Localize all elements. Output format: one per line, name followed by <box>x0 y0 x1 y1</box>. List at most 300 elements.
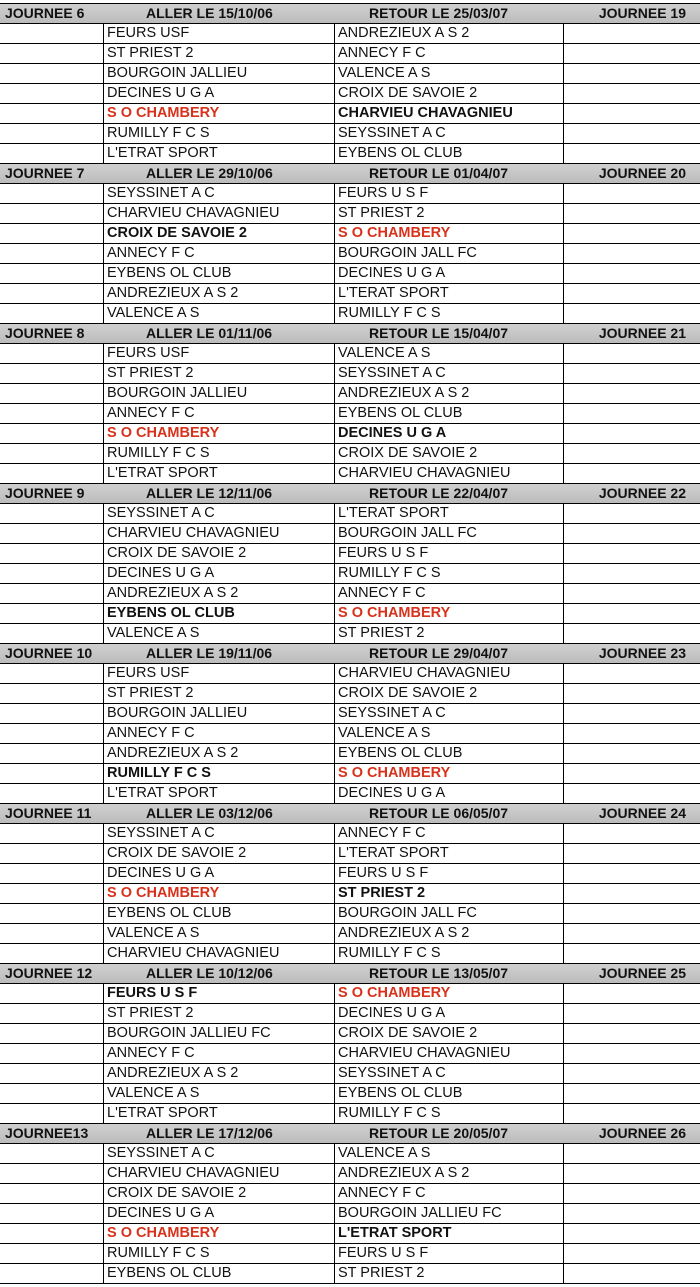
home-team: EYBENS OL CLUB <box>104 264 335 283</box>
match-row <box>0 124 700 144</box>
home-team: ST PRIEST 2 <box>104 1004 335 1023</box>
home-team: DECINES U G A <box>104 84 335 103</box>
blank-cell <box>564 244 700 263</box>
match-row <box>0 1184 700 1204</box>
journee-block <box>0 164 700 324</box>
blank-cell <box>0 1204 104 1223</box>
blank-cell <box>0 564 104 583</box>
blank-cell <box>0 24 104 43</box>
match-row <box>0 564 700 584</box>
journee-aller-label: JOURNEE 6 <box>5 5 85 21</box>
home-team: EYBENS OL CLUB <box>104 904 335 923</box>
away-team: EYBENS OL CLUB <box>335 144 564 163</box>
home-team: ANDREZIEUX A S 2 <box>104 744 335 763</box>
away-team: CROIX DE SAVOIE 2 <box>335 684 564 703</box>
blank-cell <box>564 1184 700 1203</box>
home-team: S O CHAMBERY <box>104 424 335 443</box>
blank-cell <box>564 1024 700 1043</box>
blank-cell <box>564 1204 700 1223</box>
retour-date: RETOUR LE 20/05/07 <box>369 1125 509 1141</box>
blank-cell <box>564 604 700 623</box>
blank-cell <box>0 664 104 683</box>
retour-date: RETOUR LE 25/03/07 <box>369 5 509 21</box>
match-row <box>0 384 700 404</box>
blank-cell <box>0 764 104 783</box>
home-team: CHARVIEU CHAVAGNIEU <box>104 1164 335 1183</box>
home-team: SEYSSINET A C <box>104 184 335 203</box>
home-team: DECINES U G A <box>104 1204 335 1223</box>
home-team: CHARVIEU CHAVAGNIEU <box>104 944 335 963</box>
away-team: EYBENS OL CLUB <box>335 404 564 423</box>
blank-cell <box>0 1244 104 1263</box>
away-team: ST PRIEST 2 <box>335 624 564 643</box>
blank-cell <box>564 624 700 643</box>
match-row <box>0 144 700 164</box>
away-team: ANNECY F C <box>335 44 564 63</box>
blank-cell <box>0 724 104 743</box>
blank-cell <box>0 1224 104 1243</box>
retour-date: RETOUR LE 29/04/07 <box>369 645 509 661</box>
home-team: CROIX DE SAVOIE 2 <box>104 224 335 243</box>
away-team: CHARVIEU CHAVAGNIEU <box>335 1044 564 1063</box>
match-row <box>0 684 700 704</box>
home-team: ST PRIEST 2 <box>104 44 335 63</box>
away-team: L'ETRAT SPORT <box>335 1224 564 1243</box>
aller-date: ALLER LE 15/10/06 <box>146 5 273 21</box>
retour-date: RETOUR LE 15/04/07 <box>369 325 509 341</box>
away-team: L'TERAT SPORT <box>335 284 564 303</box>
match-row <box>0 984 700 1004</box>
home-team: EYBENS OL CLUB <box>104 604 335 623</box>
blank-cell <box>564 184 700 203</box>
away-team: CHARVIEU CHAVAGNIEU <box>335 664 564 683</box>
away-team: SEYSSINET A C <box>335 704 564 723</box>
home-team: RUMILLY F C S <box>104 764 335 783</box>
home-team: CROIX DE SAVOIE 2 <box>104 544 335 563</box>
away-team: ANDREZIEUX A S 2 <box>335 924 564 943</box>
away-team: ANDREZIEUX A S 2 <box>335 384 564 403</box>
home-team: VALENCE A S <box>104 924 335 943</box>
blank-cell <box>0 784 104 803</box>
journee-aller-label: JOURNEE 11 <box>5 805 92 821</box>
match-row <box>0 344 700 364</box>
away-team: S O CHAMBERY <box>335 764 564 783</box>
home-team: ANNECY F C <box>104 1044 335 1063</box>
blank-cell <box>564 684 700 703</box>
home-team: S O CHAMBERY <box>104 104 335 123</box>
home-team: ANDREZIEUX A S 2 <box>104 1064 335 1083</box>
blank-cell <box>564 564 700 583</box>
away-team: SEYSSINET A C <box>335 364 564 383</box>
match-row <box>0 664 700 684</box>
aller-date: ALLER LE 29/10/06 <box>146 165 273 181</box>
blank-cell <box>564 1004 700 1023</box>
journee-retour-label: JOURNEE 22 <box>598 485 686 501</box>
away-team: L'TERAT SPORT <box>335 844 564 863</box>
journee-header <box>0 1124 700 1144</box>
home-team: EYBENS OL CLUB <box>104 1264 335 1283</box>
match-row <box>0 304 700 324</box>
blank-cell <box>564 364 700 383</box>
away-team: S O CHAMBERY <box>335 984 564 1003</box>
match-row <box>0 1224 700 1244</box>
away-team: FEURS U S F <box>335 1244 564 1263</box>
blank-cell <box>564 744 700 763</box>
retour-date: RETOUR LE 06/05/07 <box>369 805 509 821</box>
match-row <box>0 1264 700 1284</box>
blank-cell <box>0 864 104 883</box>
home-team: L'ETRAT SPORT <box>104 1104 335 1123</box>
match-row <box>0 884 700 904</box>
blank-cell <box>0 524 104 543</box>
journee-block <box>0 804 700 964</box>
journee-block <box>0 1124 700 1284</box>
home-team: CHARVIEU CHAVAGNIEU <box>104 524 335 543</box>
match-row <box>0 244 700 264</box>
match-row <box>0 1004 700 1024</box>
aller-date: ALLER LE 01/11/06 <box>146 325 273 341</box>
journee-block <box>0 644 700 804</box>
blank-cell <box>564 24 700 43</box>
blank-cell <box>0 244 104 263</box>
blank-cell <box>564 124 700 143</box>
home-team: ST PRIEST 2 <box>104 684 335 703</box>
blank-cell <box>564 1264 700 1283</box>
match-row <box>0 44 700 64</box>
blank-cell <box>564 144 700 163</box>
retour-date: RETOUR LE 22/04/07 <box>369 485 509 501</box>
blank-cell <box>564 224 700 243</box>
blank-cell <box>0 884 104 903</box>
match-row <box>0 604 700 624</box>
journee-retour-label: JOURNEE 20 <box>598 165 686 181</box>
match-row <box>0 1084 700 1104</box>
blank-cell <box>564 864 700 883</box>
match-row <box>0 64 700 84</box>
away-team: VALENCE A S <box>335 724 564 743</box>
blank-cell <box>564 284 700 303</box>
journee-aller-label: JOURNEE 9 <box>5 485 85 501</box>
home-team: ANDREZIEUX A S 2 <box>104 584 335 603</box>
blank-cell <box>0 704 104 723</box>
match-row <box>0 904 700 924</box>
match-row <box>0 744 700 764</box>
match-row <box>0 724 700 744</box>
aller-date: ALLER LE 10/12/06 <box>146 965 273 981</box>
journee-aller-label: JOURNEE 7 <box>5 165 85 181</box>
match-row <box>0 444 700 464</box>
journee-retour-label: JOURNEE 23 <box>598 645 686 661</box>
home-team: CHARVIEU CHAVAGNIEU <box>104 204 335 223</box>
journee-header <box>0 164 700 184</box>
blank-cell <box>564 664 700 683</box>
blank-cell <box>0 404 104 423</box>
home-team: RUMILLY F C S <box>104 444 335 463</box>
blank-cell <box>0 204 104 223</box>
blank-cell <box>564 404 700 423</box>
home-team: DECINES U G A <box>104 564 335 583</box>
away-team: CHARVIEU CHAVAGNIEU <box>335 104 564 123</box>
blank-cell <box>564 704 700 723</box>
blank-cell <box>564 64 700 83</box>
home-team: FEURS USF <box>104 344 335 363</box>
home-team: ST PRIEST 2 <box>104 364 335 383</box>
blank-cell <box>0 684 104 703</box>
blank-cell <box>564 984 700 1003</box>
blank-cell <box>0 1064 104 1083</box>
journee-retour-label: JOURNEE 24 <box>598 805 686 821</box>
away-team: VALENCE A S <box>335 344 564 363</box>
away-team: BOURGOIN JALL FC <box>335 524 564 543</box>
blank-cell <box>564 444 700 463</box>
home-team: RUMILLY F C S <box>104 1244 335 1263</box>
blank-cell <box>564 1044 700 1063</box>
home-team: VALENCE A S <box>104 304 335 323</box>
match-row <box>0 284 700 304</box>
blank-cell <box>564 784 700 803</box>
away-team: SEYSSINET A C <box>335 124 564 143</box>
away-team: S O CHAMBERY <box>335 224 564 243</box>
away-team: DECINES U G A <box>335 1004 564 1023</box>
blank-cell <box>0 64 104 83</box>
journee-block <box>0 324 700 484</box>
blank-cell <box>0 1164 104 1183</box>
blank-cell <box>0 224 104 243</box>
match-row <box>0 24 700 44</box>
blank-cell <box>564 844 700 863</box>
home-team: CROIX DE SAVOIE 2 <box>104 1184 335 1203</box>
away-team: S O CHAMBERY <box>335 604 564 623</box>
home-team: VALENCE A S <box>104 624 335 643</box>
away-team: ANNECY F C <box>335 824 564 843</box>
blank-cell <box>564 44 700 63</box>
away-team: DECINES U G A <box>335 784 564 803</box>
match-row <box>0 1164 700 1184</box>
away-team: CROIX DE SAVOIE 2 <box>335 84 564 103</box>
blank-cell <box>0 924 104 943</box>
blank-cell <box>0 304 104 323</box>
journee-header <box>0 644 700 664</box>
away-team: EYBENS OL CLUB <box>335 744 564 763</box>
match-row <box>0 1144 700 1164</box>
blank-cell <box>0 844 104 863</box>
blank-cell <box>564 464 700 483</box>
home-team: FEURS U S F <box>104 984 335 1003</box>
match-row <box>0 224 700 244</box>
blank-cell <box>0 544 104 563</box>
away-team: RUMILLY F C S <box>335 944 564 963</box>
home-team: SEYSSINET A C <box>104 824 335 843</box>
away-team: FEURS U S F <box>335 184 564 203</box>
fixture-sheet <box>0 3 700 1284</box>
journee-block <box>0 484 700 644</box>
match-row <box>0 404 700 424</box>
home-team: ANNECY F C <box>104 724 335 743</box>
blank-cell <box>0 344 104 363</box>
blank-cell <box>0 284 104 303</box>
blank-cell <box>0 104 104 123</box>
blank-cell <box>0 1104 104 1123</box>
away-team: CROIX DE SAVOIE 2 <box>335 444 564 463</box>
blank-cell <box>0 604 104 623</box>
journee-block <box>0 4 700 164</box>
match-row <box>0 504 700 524</box>
home-team: L'ETRAT SPORT <box>104 144 335 163</box>
away-team: BOURGOIN JALLIEU FC <box>335 1204 564 1223</box>
retour-date: RETOUR LE 01/04/07 <box>369 165 509 181</box>
journee-retour-label: JOURNEE 19 <box>598 5 686 21</box>
away-team: VALENCE A S <box>335 64 564 83</box>
blank-cell <box>564 344 700 363</box>
journee-header <box>0 324 700 344</box>
match-row <box>0 104 700 124</box>
home-team: S O CHAMBERY <box>104 1224 335 1243</box>
match-row <box>0 1104 700 1124</box>
away-team: RUMILLY F C S <box>335 304 564 323</box>
journee-header <box>0 4 700 24</box>
match-row <box>0 704 700 724</box>
home-team: S O CHAMBERY <box>104 884 335 903</box>
blank-cell <box>564 304 700 323</box>
match-row <box>0 1024 700 1044</box>
blank-cell <box>0 1084 104 1103</box>
journee-header <box>0 804 700 824</box>
away-team: CROIX DE SAVOIE 2 <box>335 1024 564 1043</box>
blank-cell <box>0 624 104 643</box>
aller-date: ALLER LE 17/12/06 <box>146 1125 273 1141</box>
journee-header <box>0 484 700 504</box>
home-team: BOURGOIN JALLIEU <box>104 384 335 403</box>
home-team: ANNECY F C <box>104 244 335 263</box>
blank-cell <box>564 264 700 283</box>
home-team: FEURS USF <box>104 24 335 43</box>
away-team: SEYSSINET A C <box>335 1064 564 1083</box>
journee-aller-label: JOURNEE 10 <box>5 645 93 661</box>
blank-cell <box>564 1244 700 1263</box>
journee-aller-label: JOURNEE 12 <box>5 965 93 981</box>
blank-cell <box>564 1104 700 1123</box>
blank-cell <box>0 944 104 963</box>
match-row <box>0 464 700 484</box>
home-team: CROIX DE SAVOIE 2 <box>104 844 335 863</box>
blank-cell <box>564 524 700 543</box>
blank-cell <box>564 1064 700 1083</box>
away-team: ANDREZIEUX A S 2 <box>335 24 564 43</box>
blank-cell <box>564 424 700 443</box>
blank-cell <box>0 1024 104 1043</box>
aller-date: ALLER LE 03/12/06 <box>146 805 273 821</box>
home-team: L'ETRAT SPORT <box>104 784 335 803</box>
away-team: RUMILLY F C S <box>335 564 564 583</box>
blank-cell <box>564 1084 700 1103</box>
away-team: EYBENS OL CLUB <box>335 1084 564 1103</box>
away-team: BOURGOIN JALL FC <box>335 244 564 263</box>
away-team: ANNECY F C <box>335 584 564 603</box>
home-team: SEYSSINET A C <box>104 504 335 523</box>
match-row <box>0 784 700 804</box>
blank-cell <box>0 424 104 443</box>
blank-cell <box>564 944 700 963</box>
home-team: ANDREZIEUX A S 2 <box>104 284 335 303</box>
journee-block <box>0 964 700 1124</box>
blank-cell <box>0 364 104 383</box>
match-row <box>0 764 700 784</box>
home-team: VALENCE A S <box>104 1084 335 1103</box>
away-team: ANNECY F C <box>335 1184 564 1203</box>
away-team: FEURS U S F <box>335 864 564 883</box>
match-row <box>0 864 700 884</box>
home-team: ANNECY F C <box>104 404 335 423</box>
blank-cell <box>564 104 700 123</box>
blank-cell <box>0 124 104 143</box>
aller-date: ALLER LE 12/11/06 <box>146 485 273 501</box>
away-team: ST PRIEST 2 <box>335 1264 564 1283</box>
blank-cell <box>0 504 104 523</box>
match-row <box>0 1204 700 1224</box>
blank-cell <box>564 384 700 403</box>
home-team: SEYSSINET A C <box>104 1144 335 1163</box>
match-row <box>0 424 700 444</box>
blank-cell <box>564 1224 700 1243</box>
blank-cell <box>564 904 700 923</box>
retour-date: RETOUR LE 13/05/07 <box>369 965 509 981</box>
blank-cell <box>0 184 104 203</box>
blank-cell <box>0 384 104 403</box>
journee-retour-label: JOURNEE 21 <box>598 325 686 341</box>
match-row <box>0 1044 700 1064</box>
blank-cell <box>564 584 700 603</box>
blank-cell <box>564 724 700 743</box>
match-row <box>0 824 700 844</box>
match-row <box>0 584 700 604</box>
blank-cell <box>564 1144 700 1163</box>
blank-cell <box>0 444 104 463</box>
blank-cell <box>0 1264 104 1283</box>
blank-cell <box>0 44 104 63</box>
blank-cell <box>564 84 700 103</box>
blank-cell <box>0 1004 104 1023</box>
match-row <box>0 184 700 204</box>
match-row <box>0 364 700 384</box>
match-row <box>0 204 700 224</box>
blank-cell <box>564 884 700 903</box>
away-team: ANDREZIEUX A S 2 <box>335 1164 564 1183</box>
away-team: ST PRIEST 2 <box>335 884 564 903</box>
blank-cell <box>0 584 104 603</box>
away-team: VALENCE A S <box>335 1144 564 1163</box>
away-team: DECINES U G A <box>335 424 564 443</box>
journee-retour-label: JOURNEE 26 <box>598 1125 686 1141</box>
home-team: DECINES U G A <box>104 864 335 883</box>
blank-cell <box>0 984 104 1003</box>
match-row <box>0 844 700 864</box>
match-row <box>0 944 700 964</box>
blank-cell <box>564 504 700 523</box>
blank-cell <box>0 1184 104 1203</box>
home-team: BOURGOIN JALLIEU FC <box>104 1024 335 1043</box>
home-team: BOURGOIN JALLIEU <box>104 64 335 83</box>
journee-header <box>0 964 700 984</box>
away-team: RUMILLY F C S <box>335 1104 564 1123</box>
away-team: ST PRIEST 2 <box>335 204 564 223</box>
home-team: FEURS USF <box>104 664 335 683</box>
away-team: L'TERAT SPORT <box>335 504 564 523</box>
match-row <box>0 524 700 544</box>
match-row <box>0 84 700 104</box>
blank-cell <box>564 204 700 223</box>
match-row <box>0 924 700 944</box>
blank-cell <box>0 824 104 843</box>
